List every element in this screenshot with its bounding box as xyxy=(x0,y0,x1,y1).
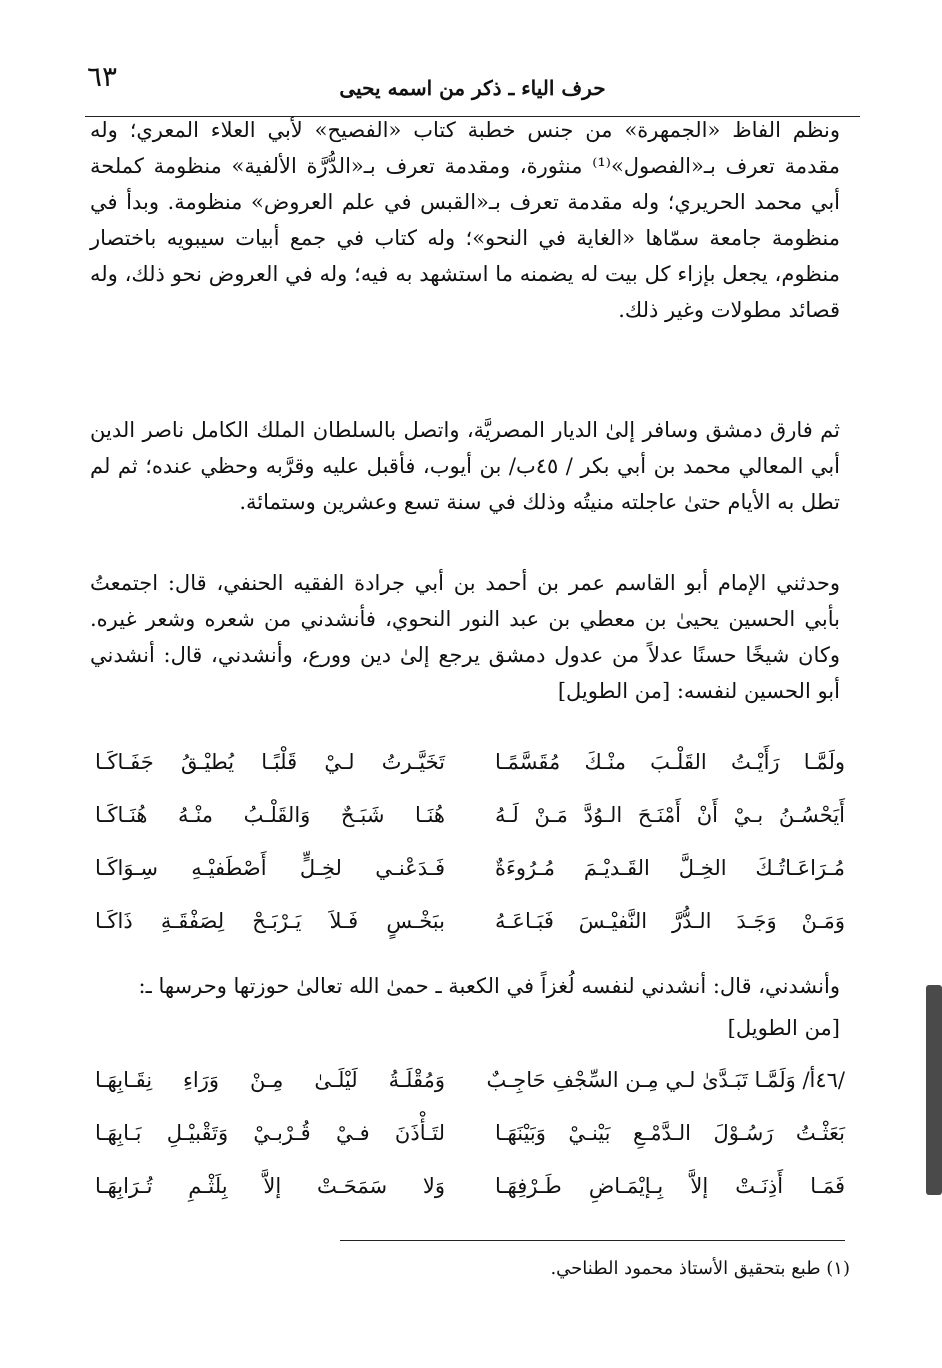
footnote-rule xyxy=(340,1240,845,1241)
hemistich-right: /٤٦أ/ وَلَمَّـا تَبَـدَّىٰ لـي مِـن السِّجْفِ حَاجِـبٌ xyxy=(486,1068,845,1092)
poem-1-verse xyxy=(95,856,845,906)
poem-2-verse xyxy=(95,1121,845,1171)
page-header xyxy=(85,60,860,110)
hemistich-right: بَعَثْـتُ رَسُـوْلَ الـدَّمْـعِ بَيْنـيْ وَبَيْنَهَـا xyxy=(495,1121,845,1145)
hemistich-left: هُنَـا شَبَـحٌ وَالقَلْـبُ منْـهُ هُنَـاكَـا xyxy=(95,803,445,827)
paragraph-3: وحدثني الإمام أبو القاسم عمر بن أحمد بن أبي جرادة الفقيه الحنفي، قال: اجتمعتُ بأبي الحسين يحيىٰ بن معطي بن عبد النور النحوي، فأنشدني من شعره وشعر غيره. وكان شيخًا حسنًا عدلاً من عدول دمشق يرجع إلىٰ دين وورع، وأنشدني، قال: أنشدني أبو الحسين لنفسه: [من الطويل] xyxy=(90,571,840,703)
hemistich-left: ببَخْـسٍ فَـلاَ يَـرْبَـحْ لِصَفْقَـةِ ذَاكَـا xyxy=(95,909,445,933)
hemistich-right: ولَمَّـا رَأَيْـتُ القَلْـبَ منْـكَ مُقَسَّمًـا xyxy=(495,750,845,774)
page-number: ٦٣ xyxy=(87,60,118,93)
hemistich-left: تَخَيَّـرتُ لـيْ قَلْبًـا يُطيْـقُ جَفَـاكَـا xyxy=(95,750,445,774)
poem-1-verse xyxy=(95,750,845,800)
hemistich-right: مُـرَاعَـاتُـكَ الخِـلَّ القَـديْـمَ مُـرُوءَةٌ xyxy=(495,856,845,880)
hemistich-left: لتَـأْذَنَ فـيْ قُـرْبـيْ وَتَقْبيْـلِ بَـابِهَـا xyxy=(95,1121,445,1145)
hemistich-left: فَـدَعْنـي لخِـلٍّ أَصْطَفيْـهِ سِـوَاكَـا xyxy=(95,856,445,880)
poem-1-verse xyxy=(95,803,845,853)
paragraph-2: ثم فارق دمشق وسافر إلىٰ الديار المصريَّة، واتصل بالسلطان الملك الكامل ناصر الدين أبي المعالي محمد بن أبي بكر / ٤٥ب/ بن أيوب، فأقبل عليه وقرَّبه وحظي عنده؛ ثم لم تطل به الأيام حتىٰ عاجلته منيتُه وذلك في سنة تسع وعشرين وستمائة. xyxy=(90,418,840,514)
poem-1-verse xyxy=(95,909,845,959)
hemistich-right: أَيَحْسُـنُ بـيْ أَنْ أَمْنَـحَ الـوُدَّ مَـنْ لَـهُ xyxy=(495,803,845,827)
poem-2-intro: وأنشدني، قال: أنشدني لنفسه لُغزاً في الكعبة ـ حمىٰ الله تعالىٰ حوزتها وحرسها ـ: xyxy=(138,974,840,998)
footnote: (١) طبع بتحقيق الأستاذ محمود الطناحي. xyxy=(550,1258,850,1279)
hemistich-left: وَمُقْلَـةُ لَيْلَـىٰ مِـنْ وَرَاءِ نِقَـابِهَـا xyxy=(95,1068,445,1092)
hemistich-left: وَلا سَمَحَـتْ إلاَّ بِلَثْـمِ تُـرَابِهَـا xyxy=(95,1174,445,1198)
hemistich-right: وَمَـنْ وَجَـدَ الـدُّرَّ النَّفيْـسَ فَبَـاعَـهُ xyxy=(495,909,845,933)
meter-label: [من الطويل] xyxy=(727,1016,840,1040)
poem-2-verse xyxy=(95,1174,845,1224)
paragraph-1: ونظم الفاظ «الجمهرة» من جنس خطبة كتاب «الفصيح» لأبي العلاء المعري؛ وله مقدمة تعرف بـ«الفصول»⁽¹⁾ منثورة، ومقدمة تعرف بـ«الدُّرَّة الألفية» منظومة كملحة أبي محمد الحريري؛ وله مقدمة تعرف بـ«القبس في علم العروض» منظومة. وبدأ في منظومة جامعة سمّاها «الغاية في النحو»؛ وله كتاب في جمع أبيات سيبويه باختصار منظوم، يجعل بإزاء كل بيت له يضمنه ما استشهد به فيه؛ وله في العروض نحو ذلك، وله قصائد مطولات وغير ذلك. xyxy=(90,118,840,322)
scan-edge-mark xyxy=(926,985,942,1195)
running-head: حرف الياء ـ ذكر من اسمه يحيى xyxy=(339,76,606,100)
poem-2-verse xyxy=(95,1068,845,1118)
hemistich-right: فَمَـا أَذِنَـتْ إلاَّ بِـإيْمَـاضِ طَـرْفِهَـا xyxy=(495,1174,845,1198)
